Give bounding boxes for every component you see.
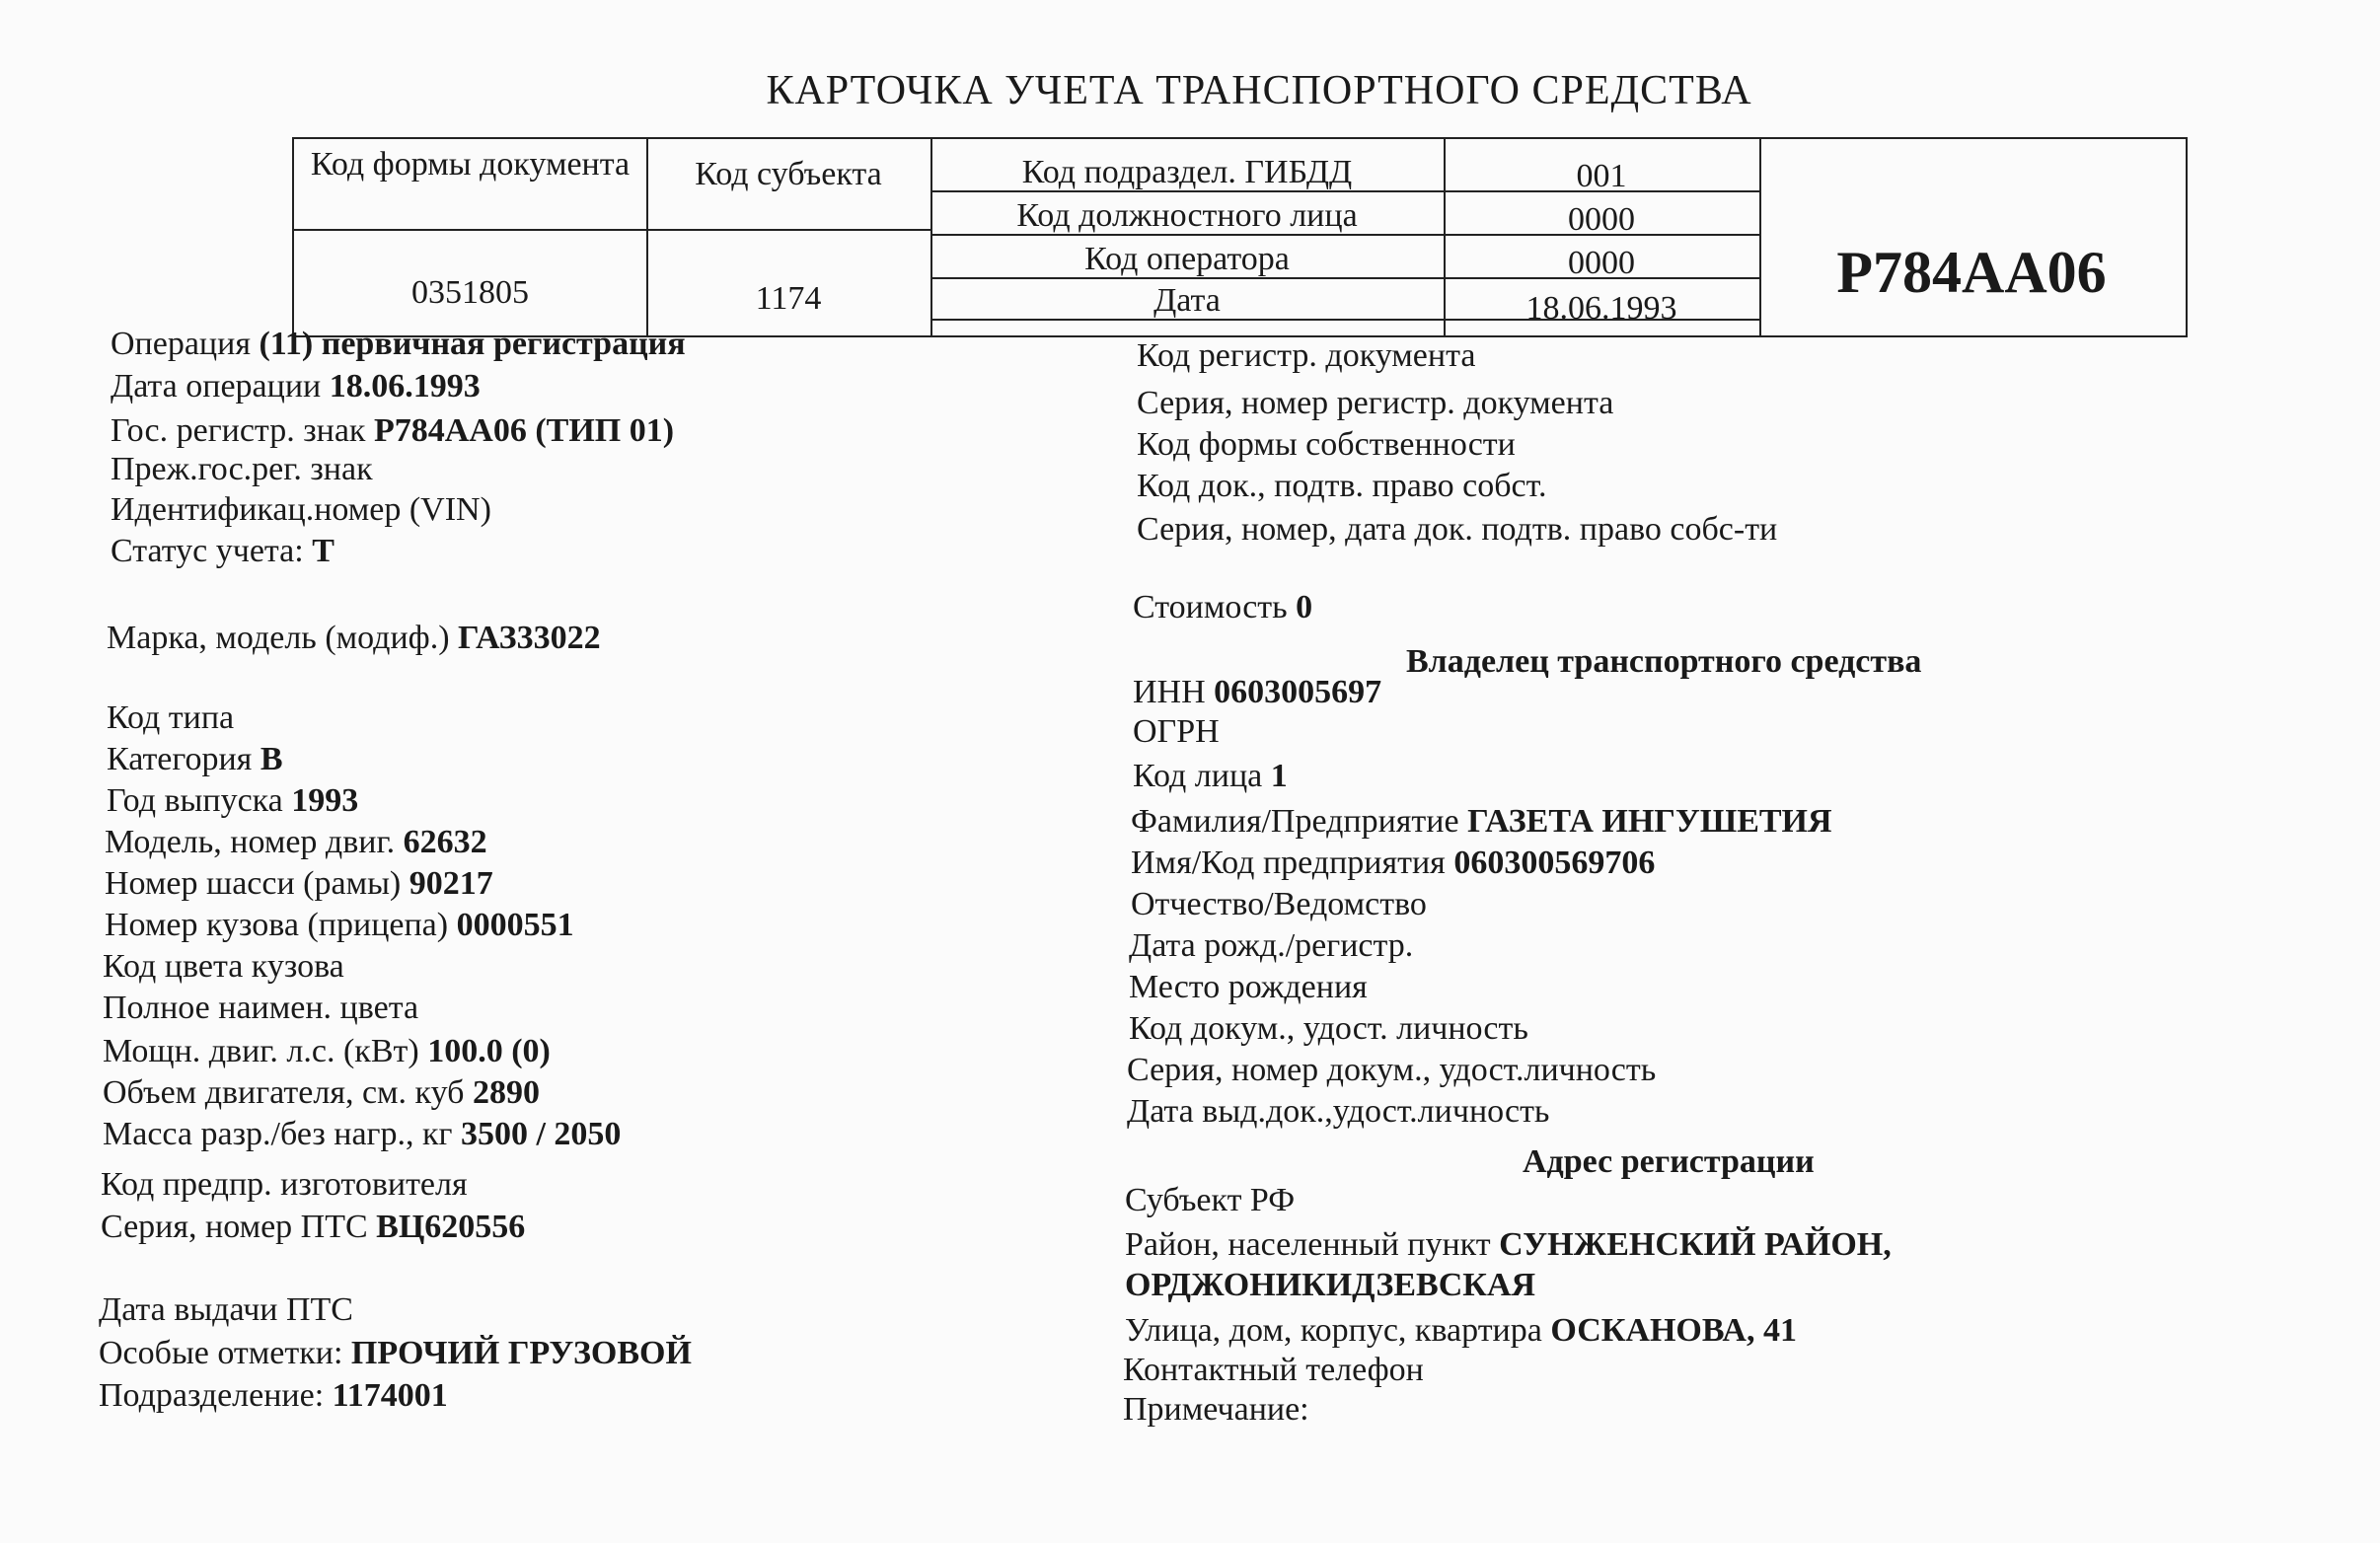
left-field-row bbox=[111, 414, 674, 448]
left-field-row bbox=[103, 992, 418, 1025]
field-value: 1 bbox=[1270, 758, 1288, 794]
field-label: Серия, номер ПТС bbox=[101, 1209, 377, 1245]
left-field-row bbox=[107, 784, 358, 818]
right-field-row bbox=[1125, 1184, 1295, 1217]
right-field-row bbox=[1123, 1354, 1424, 1387]
right-field-row bbox=[1127, 1054, 1656, 1087]
field-value: 18.06.1993 bbox=[329, 368, 481, 404]
table-divider bbox=[294, 229, 930, 231]
left-field-row bbox=[111, 370, 481, 404]
subject-code-value: 1174 bbox=[755, 280, 822, 317]
left-field-row bbox=[111, 453, 373, 486]
field-value: 0603005697 bbox=[1214, 674, 1382, 710]
right-field-row bbox=[1137, 513, 1777, 547]
subject-code-label: Код субъекта bbox=[695, 156, 882, 192]
field-label: Номер шасси (рамы) bbox=[105, 865, 409, 902]
right-field-row bbox=[1133, 760, 1288, 793]
field-label: Объем двигателя, см. куб bbox=[103, 1074, 473, 1111]
field-value: 2890 bbox=[472, 1074, 540, 1111]
field-label: Подразделение: bbox=[99, 1377, 333, 1414]
field-label: Статус учета: bbox=[111, 533, 313, 569]
field-value: ГАЗ33022 bbox=[458, 620, 601, 656]
field-label: ИНН bbox=[1133, 674, 1215, 710]
officer-code-value: 0000 bbox=[1568, 201, 1635, 238]
field-label: Особые отметки: bbox=[99, 1335, 351, 1371]
left-field-row bbox=[111, 328, 686, 361]
left-field-row bbox=[107, 701, 234, 735]
address-section-title: Адрес регистрации bbox=[1523, 1143, 1815, 1180]
field-label: Масса разр./без нагр., кг bbox=[103, 1116, 461, 1152]
left-field-row bbox=[101, 1211, 525, 1244]
field-label: Код док., подтв. право собст. bbox=[1137, 468, 1547, 504]
left-field-row bbox=[103, 1076, 540, 1110]
unit-code-label: Код подраздел. ГИБДД bbox=[1021, 154, 1353, 190]
field-value: В bbox=[260, 741, 283, 777]
field-value: ОРДЖОНИКИДЗЕВСКАЯ bbox=[1125, 1267, 1536, 1303]
left-field-row bbox=[107, 743, 283, 776]
field-label: Контактный телефон bbox=[1123, 1352, 1424, 1388]
field-label: ОГРН bbox=[1133, 713, 1220, 750]
plate-number: Р784АА06 bbox=[1836, 240, 2107, 305]
card-title: КАРТОЧКА УЧЕТА ТРАНСПОРТНОГО СРЕДСТВА bbox=[766, 68, 1752, 113]
field-label: Место рождения bbox=[1129, 969, 1368, 1005]
operator-code-value: 0000 bbox=[1568, 245, 1635, 281]
field-value: 0 bbox=[1296, 589, 1313, 625]
field-label: Отчество/Ведомство bbox=[1131, 886, 1427, 922]
field-label: Марка, модель (модиф.) bbox=[107, 620, 459, 656]
date-label: Дата bbox=[1153, 282, 1221, 319]
field-value: ОСКАНОВА, 41 bbox=[1550, 1312, 1797, 1349]
left-field-row bbox=[111, 535, 335, 568]
field-value: 62632 bbox=[403, 824, 487, 860]
left-field-row bbox=[105, 826, 487, 859]
field-label: Серия, номер докум., удост.личность bbox=[1127, 1052, 1657, 1088]
field-label: Операция bbox=[111, 326, 260, 362]
field-label: Код лица bbox=[1133, 758, 1271, 794]
field-value: 1993 bbox=[291, 782, 359, 819]
field-value: ВЦ620556 bbox=[376, 1209, 526, 1245]
field-value: 3500 / 2050 bbox=[460, 1116, 622, 1152]
left-field-row bbox=[103, 950, 344, 984]
left-field-row bbox=[111, 493, 491, 527]
field-label: Примечание: bbox=[1123, 1391, 1309, 1428]
field-label: Преж.гос.рег. знак bbox=[111, 451, 373, 487]
right-field-row bbox=[1125, 1314, 1797, 1348]
field-label: Субъект РФ bbox=[1125, 1182, 1296, 1218]
field-label: Код предпр. изготовителя bbox=[101, 1166, 468, 1203]
right-field-row bbox=[1133, 591, 1312, 625]
right-field-row bbox=[1129, 1012, 1528, 1046]
left-field-row bbox=[105, 909, 574, 942]
field-label: Дата операции bbox=[111, 368, 330, 404]
right-field-row bbox=[1137, 339, 1475, 373]
field-label: Код типа bbox=[107, 699, 235, 736]
right-field-row bbox=[1125, 1269, 1535, 1302]
field-label: Код формы собственности bbox=[1137, 426, 1516, 463]
left-field-row bbox=[99, 1337, 692, 1370]
field-value: Т bbox=[312, 533, 335, 569]
field-label: Модель, номер двиг. bbox=[105, 824, 404, 860]
right-field-row bbox=[1137, 428, 1516, 462]
field-value: (11) первичная регистрация bbox=[259, 326, 686, 362]
field-label: Имя/Код предприятия bbox=[1131, 845, 1454, 881]
unit-code-value: 001 bbox=[1576, 158, 1627, 194]
field-label: Код регистр. документа bbox=[1137, 337, 1476, 374]
field-label: Гос. регистр. знак bbox=[111, 412, 374, 449]
field-label: Дата выдачи ПТС bbox=[99, 1291, 353, 1328]
right-field-row bbox=[1137, 470, 1546, 503]
field-value: 060300569706 bbox=[1453, 845, 1656, 881]
date-value: 18.06.1993 bbox=[1525, 290, 1677, 327]
right-field-row bbox=[1133, 715, 1220, 749]
left-field-row bbox=[103, 1118, 621, 1151]
right-field-row bbox=[1131, 888, 1427, 921]
field-label: Серия, номер регистр. документа bbox=[1137, 385, 1614, 421]
right-field-row bbox=[1131, 805, 1832, 839]
field-label: Номер кузова (прицепа) bbox=[105, 907, 457, 943]
field-label: Код докум., удост. личность bbox=[1129, 1010, 1528, 1047]
field-label: Улица, дом, корпус, квартира bbox=[1125, 1312, 1551, 1349]
header-table bbox=[292, 137, 2188, 337]
field-label: Код цвета кузова bbox=[103, 948, 344, 985]
right-field-row bbox=[1125, 1228, 1892, 1262]
right-field-row bbox=[1131, 846, 1655, 880]
right-field-row bbox=[1133, 676, 1381, 709]
field-label: Категория bbox=[107, 741, 260, 777]
left-field-row bbox=[99, 1293, 353, 1327]
field-label: Полное наимен. цвета bbox=[103, 990, 419, 1026]
field-label: Год выпуска bbox=[107, 782, 292, 819]
owner-section-title: Владелец транспортного средства bbox=[1406, 643, 1922, 680]
field-label: Район, населенный пункт bbox=[1125, 1226, 1500, 1263]
form-code-value: 0351805 bbox=[411, 274, 529, 311]
left-field-row bbox=[101, 1168, 468, 1202]
right-field-row bbox=[1123, 1393, 1309, 1427]
right-field-row bbox=[1127, 1095, 1549, 1129]
officer-code-label: Код должностного лица bbox=[1016, 197, 1358, 234]
operator-code-label: Код оператора bbox=[1084, 241, 1290, 277]
field-label: Стоимость bbox=[1133, 589, 1297, 625]
right-field-row bbox=[1137, 387, 1613, 420]
field-value: 100.0 (0) bbox=[427, 1033, 551, 1069]
form-code-label: Код формы документа bbox=[310, 146, 631, 183]
field-value: СУНЖЕНСКИЙ РАЙОН, bbox=[1499, 1226, 1892, 1263]
field-label: Серия, номер, дата док. подтв. право собс-ти bbox=[1137, 511, 1778, 548]
left-field-row bbox=[99, 1379, 448, 1413]
field-label: Фамилия/Предприятие bbox=[1131, 803, 1468, 840]
field-value: 0000551 bbox=[456, 907, 574, 943]
right-field-row bbox=[1129, 971, 1368, 1004]
field-value: ГАЗЕТА ИНГУШЕТИЯ bbox=[1467, 803, 1832, 840]
field-value: 90217 bbox=[409, 865, 493, 902]
field-value: ПРОЧИЙ ГРУЗОВОЙ bbox=[350, 1335, 692, 1371]
field-value: 1174001 bbox=[332, 1377, 448, 1414]
left-field-row bbox=[103, 1035, 551, 1068]
right-field-row bbox=[1129, 929, 1413, 963]
field-label: Дата выд.док.,удост.личность bbox=[1127, 1093, 1550, 1130]
field-value: Р784АА06 (ТИП 01) bbox=[373, 412, 675, 449]
field-label: Мощн. двиг. л.с. (кВт) bbox=[103, 1033, 428, 1069]
field-label: Дата рожд./регистр. bbox=[1129, 927, 1414, 964]
field-label: Идентификац.номер (VIN) bbox=[111, 491, 491, 528]
left-field-row bbox=[107, 622, 601, 655]
left-field-row bbox=[105, 867, 493, 901]
